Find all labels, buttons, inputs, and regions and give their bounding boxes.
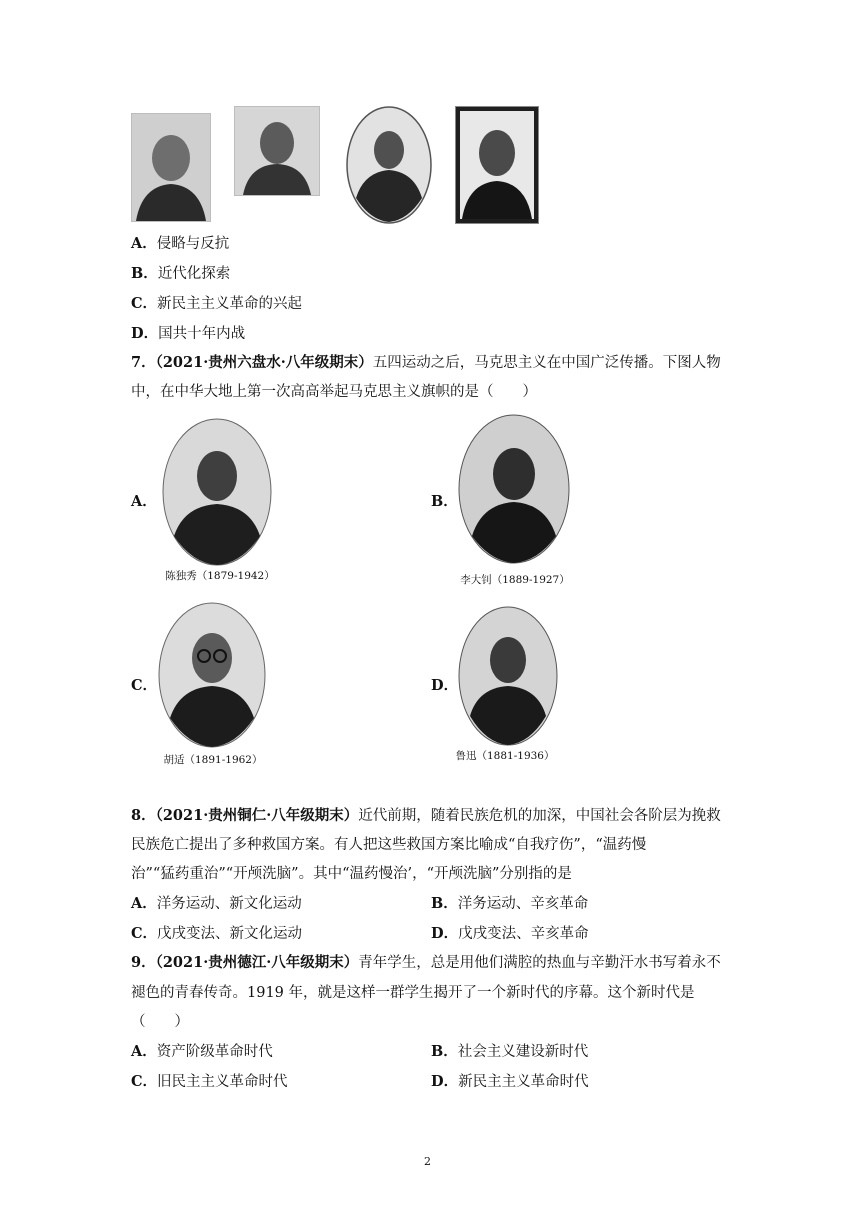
q9-option-b (431, 1042, 588, 1062)
question-text: 近代前期，随着民族危机的加深，中国社会各阶层为挽救 (358, 808, 721, 824)
option-letter: B． (431, 1043, 458, 1060)
option-text: 洋务运动、辛亥革命 (457, 896, 589, 912)
option-letter: A． (131, 235, 157, 252)
q9-stem-line-1 (131, 953, 721, 973)
q9-option-d (431, 1072, 589, 1092)
option-letter: C． (131, 925, 158, 942)
portrait-photo-1 (131, 113, 211, 222)
q7-caption-b: 李大钊（1889-1927） (460, 574, 570, 586)
portrait-photo-4 (455, 106, 539, 224)
option-text: 侵略与反抗 (156, 236, 230, 252)
q9-option-c (131, 1072, 288, 1092)
option-text: 戊戌变法、新文化运动 (157, 926, 303, 942)
q7-caption-c: 胡适（1891-1962） (163, 754, 263, 766)
question-number: 7． (131, 354, 156, 371)
q7-option-c-letter: C． (131, 677, 158, 694)
option-letter: A． (131, 1043, 157, 1060)
option-text: 社会主义建设新时代 (457, 1044, 589, 1060)
option-text: 新民主主义革命的兴起 (157, 296, 303, 312)
q6-option-d (131, 324, 245, 344)
question-text: 五四运动之后，马克思主义在中国广泛传播。下图人物 (372, 355, 721, 371)
q8-stem-line-3 (131, 864, 572, 884)
q9-stem-line-2 (131, 983, 695, 1003)
question-text: 褪色的青春传奇。1919 年，就是这样一群学生揭开了一个新时代的序幕。这个新时代是 (131, 985, 695, 1001)
q7-option-d-letter: D． (431, 677, 459, 694)
q6-option-a (131, 234, 229, 254)
q7-caption-d: 鲁迅（1881-1936） (455, 750, 555, 762)
option-text: 旧民主主义革命时代 (157, 1074, 288, 1090)
question-text: 青年学生，总是用他们满腔的热血与辛勤汗水书写着永不 (358, 955, 721, 971)
q7-stem-line-2 (131, 382, 537, 402)
q7-option-b-letter: B． (431, 493, 458, 510)
portrait-photo-3 (346, 106, 432, 224)
option-text: 国共十年内战 (158, 326, 246, 342)
q7-portrait-hu-shi (158, 602, 266, 748)
q8-option-d (431, 924, 589, 944)
question-text: 中，在中华大地上第一次高高举起马克思主义旗帜的是（ ） (131, 384, 537, 400)
q7-stem-line-1 (131, 353, 721, 373)
option-text: 资产阶级革命时代 (156, 1044, 273, 1060)
option-letter: D． (431, 925, 459, 942)
q6-option-c (131, 294, 302, 314)
question-source: （2021·贵州铜仁·八年级期末） (155, 807, 359, 824)
q7-caption-a: 陈独秀（1879-1942） (165, 570, 275, 582)
option-letter: C． (131, 1073, 158, 1090)
question-number: 9． (131, 954, 156, 971)
q7-option-a-letter: A． (131, 493, 157, 510)
portrait-photo-2 (234, 106, 320, 196)
q7-portrait-chen-duxiu (162, 418, 272, 566)
q8-stem-line-2 (131, 835, 646, 855)
q8-option-b (431, 894, 588, 914)
question-text: 民族危亡提出了多种救国方案。有人把这些救国方案比喻成“自我疗伤”，“温药慢 (131, 837, 647, 853)
q7-portrait-li-dazhao (458, 414, 570, 564)
option-text: 戊戌变法、辛亥革命 (458, 926, 589, 942)
question-text: （ ） (131, 1014, 189, 1030)
option-letter: C． (131, 295, 158, 312)
question-number: 8． (131, 807, 156, 824)
q8-stem-line-1 (131, 806, 721, 826)
q8-option-a (131, 894, 302, 914)
q7-portrait-lu-xun (458, 606, 558, 746)
q9-stem-line-3 (131, 1012, 189, 1032)
question-source: （2021·贵州六盘水·八年级期末） (155, 354, 373, 371)
option-text: 近代化探索 (157, 266, 231, 282)
page-number: 2 (424, 1155, 431, 1168)
q9-option-a (131, 1042, 273, 1062)
option-letter: D． (131, 325, 159, 342)
q6-option-b (131, 264, 230, 284)
question-source: （2021·贵州德江·八年级期末） (155, 954, 359, 971)
option-letter: B． (131, 265, 158, 282)
question-text: 治”“猛药重治”“开颅洗脑”。其中“温药慢治’，“开颅洗脑”分别指的是 (131, 866, 572, 882)
option-letter: D． (431, 1073, 459, 1090)
q8-option-c (131, 924, 302, 944)
option-text: 洋务运动、新文化运动 (156, 896, 302, 912)
option-letter: B． (431, 895, 458, 912)
option-letter: A． (131, 895, 157, 912)
option-text: 新民主主义革命时代 (458, 1074, 589, 1090)
